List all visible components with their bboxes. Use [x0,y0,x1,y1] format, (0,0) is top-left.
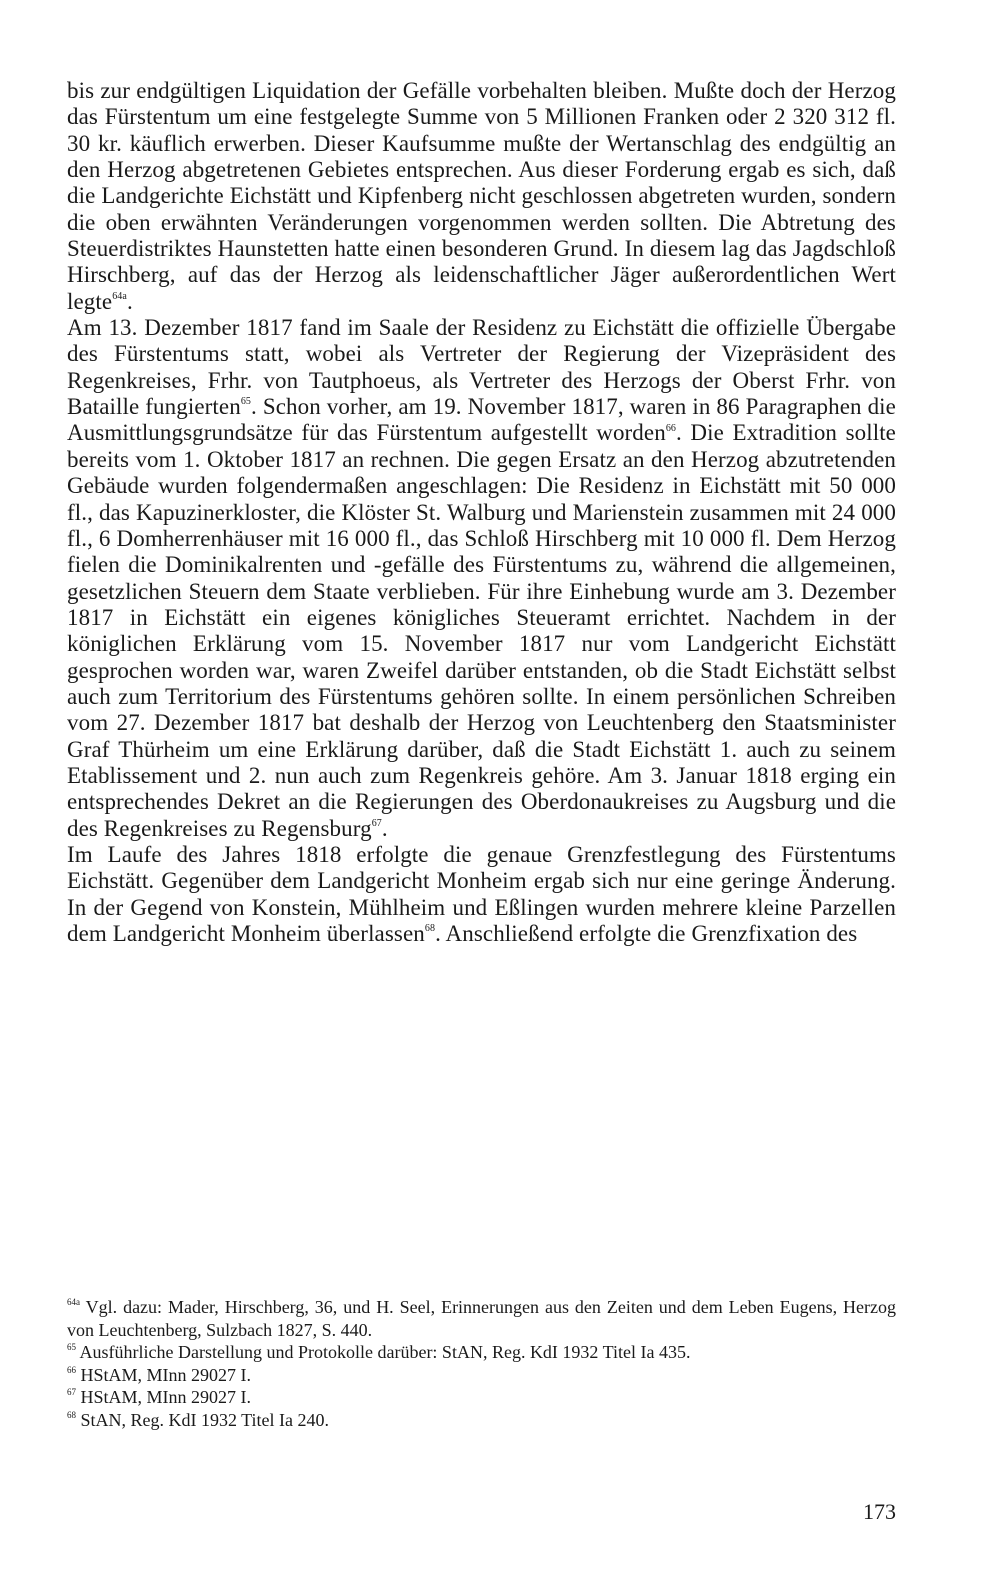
footnote-text: HStAM, MInn 29027 I. [80,1364,252,1385]
text-run: . [381,815,388,841]
footnote-mark: 64a [67,1297,80,1307]
text-run: . Schon vorher, am 19. November 1817, waren in 86 Paragraphen die Ausmittlungsgrundsätze für das Fürstentum aufgestellt worden [67,394,896,446]
paragraph [67,315,896,842]
footnotes [67,1296,896,1431]
footnote-text: Vgl. dazu: Mader, Hirschberg, 36, und H. Seel, Erinnerungen aus den Zeiten und dem Leben Eugens, Herzog von Leuchtenberg, Sulzbach 1827, S. 440. [67,1297,896,1340]
footnote-ref: 65 [240,396,252,408]
text-run: bis zur endgültigen Liquidation der Gefälle vorbehalten bleiben. Mußte doch der Herzog das Fürstentum um eine festgelegte Summe von 5 Millionen Franken oder 2 320 312 fl. 30 kr. käuflich erwerben. Dieser Kaufsumme mußte der Wertanschlag des endgültig an den Herzog abgetretenen Gebietes entsprechen. Aus dieser Forderung ergab es sich, daß die Landgerichte Eichstätt und Kipfenberg nicht geschlossen abgetreten wurden, sondern die oben erwähnten Veränderungen vorgenommen werden sollten. Die Abtretung des Steuerdistriktes Haunstetten hatte einen besonderen Grund. In diesem lag das Jagdschloß Hirschberg, auf das der Herzog als leidenschaftlicher Jäger außerordentlichen Wert legte [67,78,896,314]
footnote-mark: 66 [67,1364,76,1375]
footnote-text: Ausführliche Darstellung und Protokolle darüber: StAN, Reg. KdI 1932 Titel Ia 435. [79,1342,691,1362]
footnote-mark: 67 [67,1387,76,1397]
footnote [67,1341,896,1364]
footnote [67,1364,896,1387]
footnote-ref: 67 [371,817,382,829]
text-run: Im Laufe des Jahres 1818 erfolgte die genaue Grenzfestlegung des Fürstentums Eichstätt. Gegenüber dem Landgericht Monheim ergab sich nur eine geringe Änderung. In der Gegend von Konstein, Mühlheim und Eßlingen wurden mehrere kleine Parzellen dem Landgericht Monheim überlassen [67,841,896,946]
footnote [67,1386,896,1409]
main-text [67,78,896,947]
paragraph [67,78,896,315]
footnote [67,1296,896,1341]
footnote-ref: 68 [424,923,436,935]
page-number: 173 [863,1499,896,1524]
text-run: . [126,288,133,314]
footnote-mark: 65 [67,1342,76,1352]
footnote [67,1409,896,1432]
footnote-mark: 68 [67,1409,76,1420]
text-run: Am 13. Dezember 1817 fand im Saale der Residenz zu Eichstätt die offizielle Übergabe des Fürstentums statt, wobei als Vertreter der Regierung der Vizepräsident des Regenkreises, Frhr. von Tautphoeus, als Vertreter des Herzogs der Oberst Frhr. von Bataille fungierten [67,315,896,420]
footnote-ref: 66 [665,422,677,434]
text-run: . Anschließend erfolgte die Grenzfixation des [435,921,858,946]
text-run: . Die Extradition sollte bereits vom 1. Oktober 1817 an rechnen. Die gegen Ersatz an den Herzog abzutretenden Gebäude wurden folgendermaßen angeschlagen: Die Residenz in Eichstätt mit 50 000 fl., das Kapuzinerkloster, die Klöster St. Walburg und Marienstein zusammen mit 24 000 fl., 6 Domherrenhäuser mit 16 000 fl., das Schloß Hirschberg mit 10 000 fl. Dem Herzog fielen die Dominikalrenten und -gefälle des Fürstentums zu, während die allgemeinen, gesetzlichen Steuern dem Staate verblieben. Für ihre Einhebung wurde am 3. Dezember 1817 in Eichstätt ein eigenes königliches Steueramt errichtet. Nachdem in der königlichen Erklärung vom 15. November 1817 nur vom Landgericht Eichstätt gesprochen worden war, waren Zweifel darüber entstanden, ob die Stadt Eichstätt selbst auch zum Territorium des Fürstentums gehören sollte. In einem persönlichen Schreiben vom 27. Dezember 1817 bat deshalb der Herzog von Leuchtenberg den Staatsminister Graf Thürheim um eine Erklärung darüber, daß die Stadt Eichstätt 1. auch zu seinem Etablissement und 2. nun auch zum Regenkreis gehöre. Am 3. Januar 1818 erging ein entsprechendes Dekret an die Regierungen des Oberdonaukreises zu Augsburg und die des Regenkreises zu Regensburg [67,420,896,841]
footnote-ref: 64a [112,291,127,303]
paragraph [67,842,896,947]
footnote-text: HStAM, MInn 29027 I. [80,1387,252,1407]
footnote-text: StAN, Reg. KdI 1932 Titel Ia 240. [80,1409,330,1430]
